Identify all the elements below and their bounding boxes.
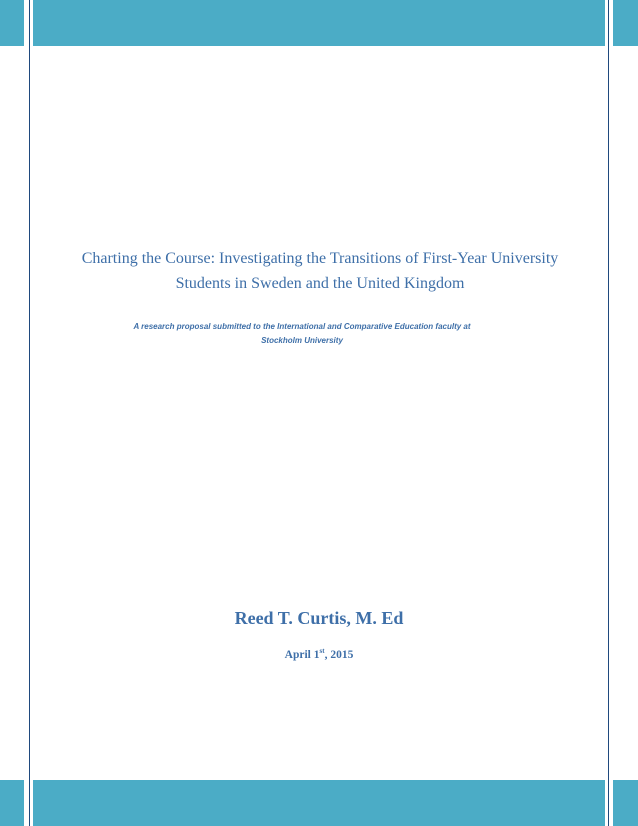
bottom-frame-band [33,780,605,826]
bottom-frame-band-left [0,780,24,826]
document-subtitle: A research proposal submitted to the International and Comparative Education faculty at Stockholm University [133,322,471,345]
top-frame-band [33,0,605,46]
left-frame-rule [29,0,30,826]
bottom-frame-band-right [613,780,638,826]
document-title: Charting the Course: Investigating the Transitions of First-Year University Students in Sweden and the United Kingdom [81,250,559,292]
right-frame-rule [608,0,609,826]
top-frame-band-right [613,0,638,46]
date-prefix: April 1 [284,649,320,661]
top-frame-band-left [0,0,24,46]
date-year: , 2015 [324,649,354,661]
author-name: Reed T. Curtis, M. Ed [234,608,404,628]
date-ordinal-suffix: st [319,647,325,656]
document-date [0,648,638,662]
